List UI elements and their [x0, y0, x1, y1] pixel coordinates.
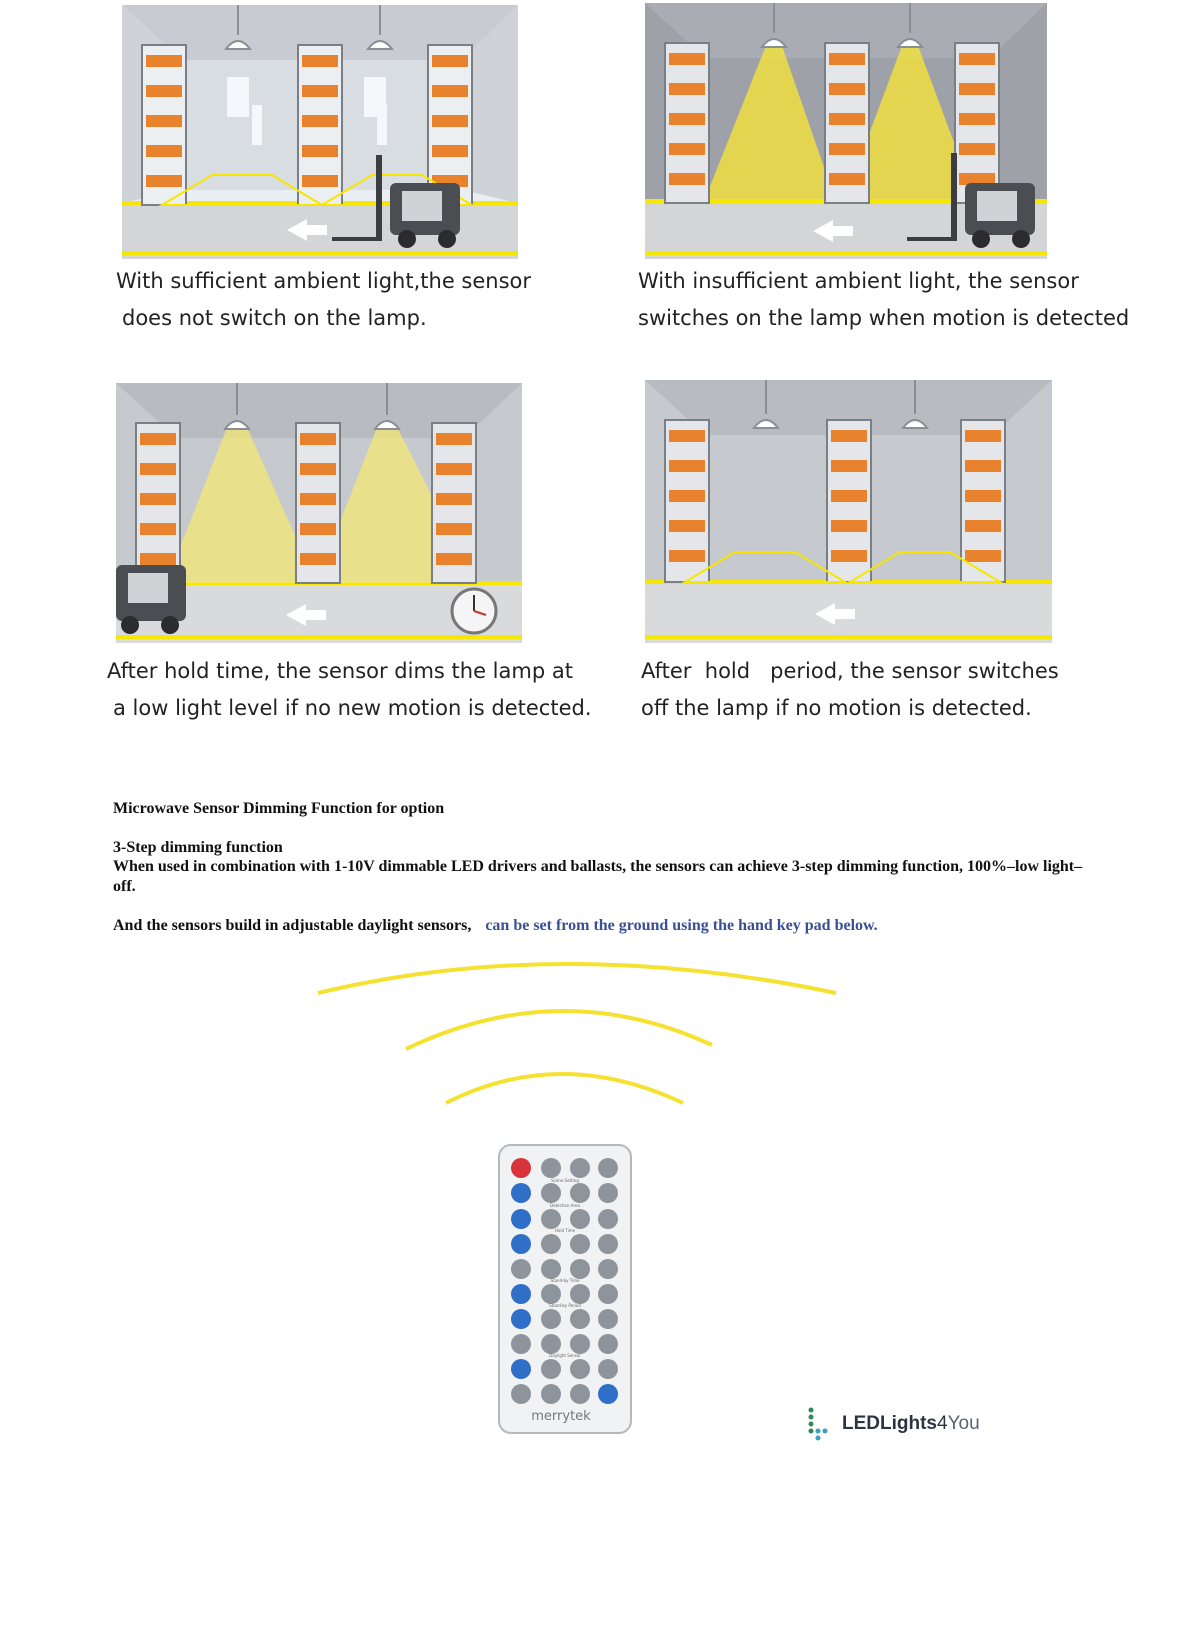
logo-text-bold: LEDLights: [842, 1413, 937, 1434]
remote-brand: merrytek: [531, 1409, 591, 1424]
panel-caption: [116, 263, 531, 337]
remote-label-daylight: Daylight Sensor: [549, 1353, 581, 1358]
daylight-sentence: [113, 916, 1113, 936]
daylight-remote-note: can be set from the ground using the hand key pad below.: [485, 917, 878, 934]
caption-line-2: does not switch on the lamp.: [122, 306, 427, 330]
signal-waves: [310, 945, 850, 1110]
logo-text: [842, 1413, 980, 1435]
remote-control: [497, 1143, 633, 1435]
dimming-subheading: 3-Step dimming function: [113, 839, 283, 856]
caption-line-2: a low light level if no new motion is detected.: [113, 696, 592, 720]
remote-label-scene: Scene Setting: [551, 1178, 579, 1183]
dimming-body: When used in combination with 1-10V dimmable LED drivers and ballasts, the sensors can achieve 3-step dimming function, 100%–low light–off.: [113, 858, 1083, 895]
caption-line-2: switches on the lamp when motion is detected: [638, 306, 1130, 330]
panel-caption: [641, 653, 1059, 727]
caption-line-1: With insufficient ambient light, the sensor: [638, 269, 1079, 293]
warehouse-scene-sufficient-light: [122, 5, 518, 259]
signal-wave-middle: [406, 1011, 712, 1049]
remote-label-hold: Hold Time: [554, 1228, 576, 1233]
caption-line-1: After hold time, the sensor dims the lamp at: [107, 659, 573, 683]
warehouse-scene-insufficient-light: [645, 3, 1047, 259]
dimming-heading: Microwave Sensor Dimming Function for option: [113, 800, 445, 817]
logo-text-light: You: [947, 1413, 980, 1434]
logo-dots-icon: [806, 1405, 834, 1443]
warehouse-scene-off: [645, 380, 1052, 643]
daylight-prefix: And the sensors build in adjustable daylight sensors,: [113, 917, 472, 934]
caption-line-1: With sufficient ambient light,the sensor: [116, 269, 532, 293]
signal-wave-outer: [318, 964, 836, 993]
ledlights4you-logo: [806, 1405, 980, 1443]
logo-text-number: 4: [937, 1413, 948, 1434]
panel-caption: [107, 653, 592, 727]
caption-line-1: After hold period, the sensor switches: [641, 659, 1059, 683]
remote-label-standby-time: Stand-by Time: [550, 1278, 580, 1283]
signal-wave-inner: [446, 1074, 683, 1103]
caption-line-2: off the lamp if no motion is detected.: [641, 696, 1032, 720]
warehouse-scene-dimmed: [116, 383, 522, 643]
remote-label-detection: Detection Area: [550, 1203, 580, 1208]
remote-label-standby-period: Stand-by Period: [549, 1303, 581, 1308]
panel-caption: [638, 263, 1129, 337]
